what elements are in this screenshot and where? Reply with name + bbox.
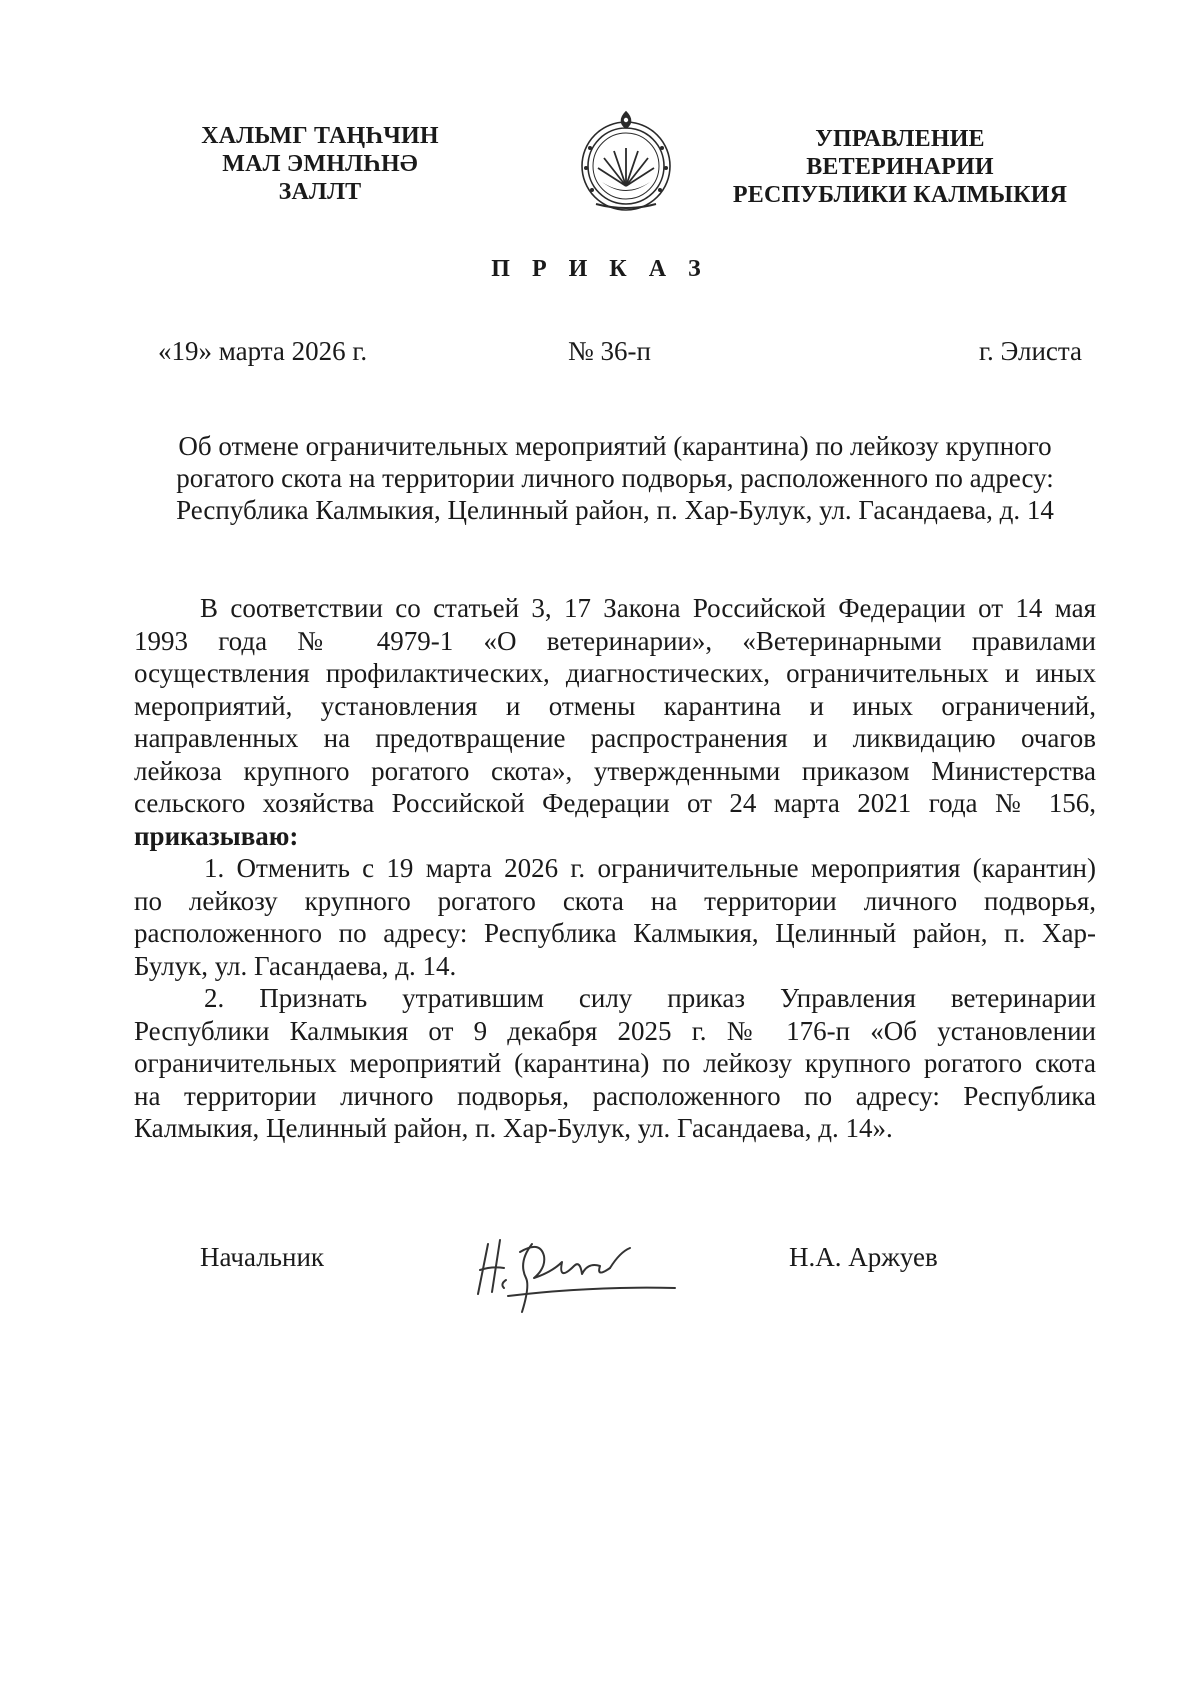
header-right-line: ВЕТЕРИНАРИИ xyxy=(806,154,994,180)
preamble-line: осуществления профилактических, диагностических, ограничительных и иных xyxy=(134,658,1096,688)
order-word: приказываю: xyxy=(134,820,299,851)
preamble-line: мероприятий, установления и отмены карантина и иных ограничений, xyxy=(134,690,1096,721)
header-left-line: МАЛ ЭМНЛҺНӘ xyxy=(222,151,418,177)
item2-line: ограничительных мероприятий (карантина) по лейкозу крупного рогатого скота xyxy=(134,1048,1096,1078)
subject-line: Республика Калмыкия, Целинный район, п. Хар-Булук, ул. Гасандаева, д. 14 xyxy=(176,495,1054,525)
order-number: № 36-п xyxy=(568,336,651,366)
document-title: П Р И К А З xyxy=(491,256,709,282)
item1-line: Булук, ул. Гасандаева, д. 14. xyxy=(134,950,457,981)
preamble-line: лейкоза крупного рогатого скота», утвержденными приказом Министерства xyxy=(134,755,1096,786)
order-subject xyxy=(140,430,1090,526)
subject-line: рогатого скота на территории личного подворья, расположенного по адресу: xyxy=(176,463,1054,493)
preamble-line: В соответствии со статьей 3, 17 Закона Российской Федерации от 14 мая xyxy=(200,593,1096,623)
order-city: г. Элиста xyxy=(978,336,1082,366)
handwritten-signature-icon xyxy=(470,1222,685,1317)
subject-line: Об отмене ограничительных мероприятий (карантина) по лейкозу крупного xyxy=(178,431,1052,461)
signatory-name: Н.А. Аржуев xyxy=(789,1242,938,1272)
item2-line: Республики Калмыкия от 9 декабря 2025 г. № 176-п «Об установлении xyxy=(134,1015,1096,1046)
header-right-line: УПРАВЛЕНИЕ xyxy=(815,126,985,152)
item2-line: 2. Признать утратившим силу приказ Управления ветеринарии xyxy=(204,983,1096,1013)
item1-line: 1. Отменить с 19 марта 2026 г. ограничительные мероприятия (карантин) xyxy=(204,853,1096,883)
header-kalmyk-org-name xyxy=(170,122,470,206)
kalmykia-coat-of-arms-icon xyxy=(566,108,686,218)
item1-line: расположенного по адресу: Республика Калмыкия, Целинный район, п. Хар- xyxy=(134,918,1096,948)
item2-line: на территории личного подворья, расположенного по адресу: Республика xyxy=(134,1080,1096,1111)
header-russian-org-name xyxy=(715,125,1085,209)
item2-line: Калмыкия, Целинный район, п. Хар-Булук, ул. Гасандаева, д. 14». xyxy=(134,1113,893,1143)
order-date: «19» марта 2026 г. xyxy=(158,336,368,366)
preamble-line: 1993 года № 4979-1 «О ветеринарии», «Ветеринарными правилами xyxy=(134,625,1096,656)
preamble-line: направленных на предотвращение распространения и ликвидацию очагов xyxy=(134,723,1096,753)
signatory-position: Начальник xyxy=(200,1242,325,1272)
header-right-line: РЕСПУБЛИКИ КАЛМЫКИЯ xyxy=(732,182,1068,208)
order-body xyxy=(134,592,1096,1145)
header-left-line: ЗАЛЛТ xyxy=(278,179,362,205)
preamble-line: сельского хозяйства Российской Федерации от 24 марта 2021 года № 156, xyxy=(134,788,1096,818)
header-left-line: ХАЛЬМГ ТАҢҺЧИН xyxy=(201,123,439,149)
item1-line: по лейкозу крупного рогатого скота на территории личного подворья, xyxy=(134,885,1096,916)
